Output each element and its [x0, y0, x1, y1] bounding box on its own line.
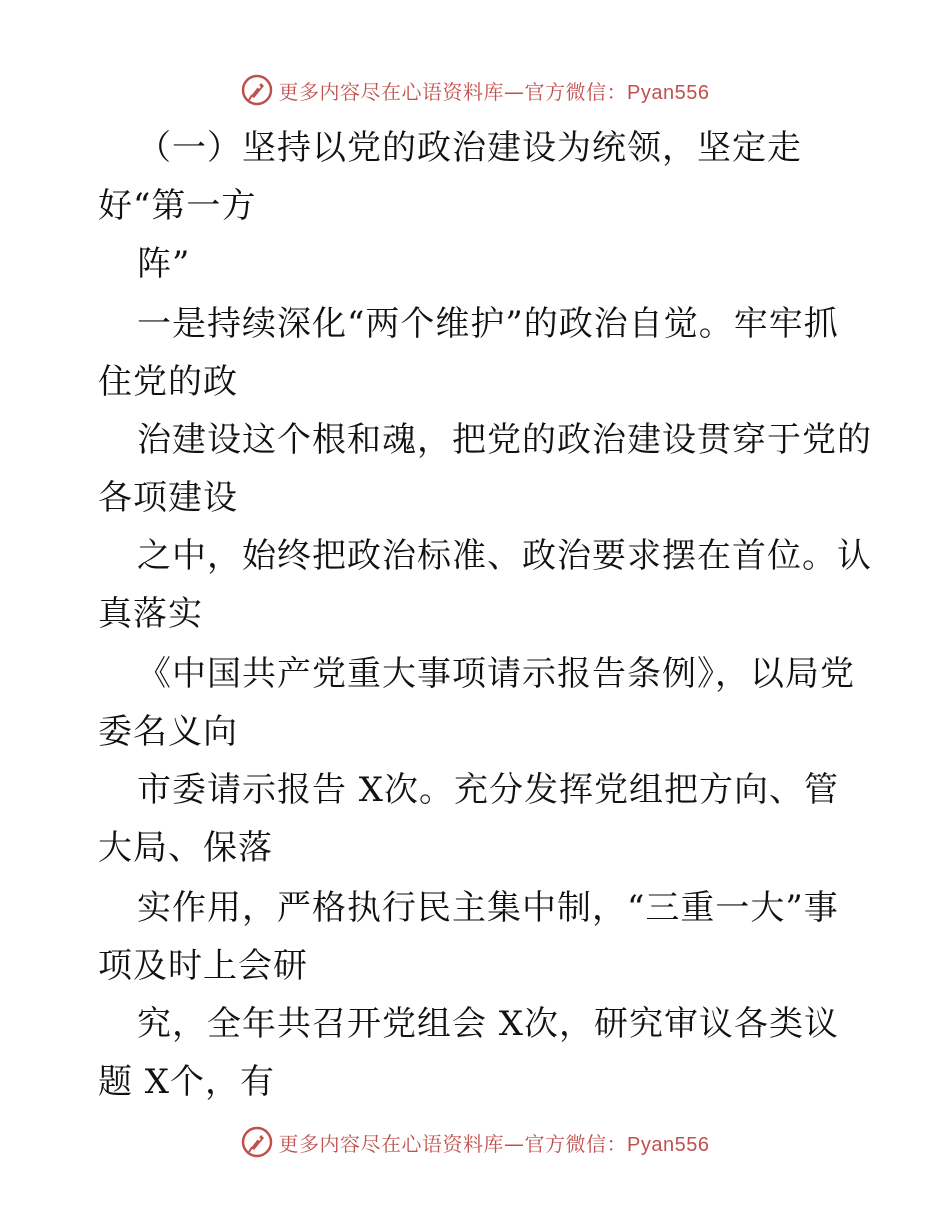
body-line: 题 X个，有	[98, 1062, 276, 1102]
body-line: 究，全年共召开党组会 X次，研究审议各类议	[137, 1004, 840, 1044]
body-line: 治建设这个根和魂，把党的政治建设贯穿于党的	[137, 420, 872, 460]
body-line: 一是持续深化“两个维护”的政治自觉。牢牢抓	[137, 304, 839, 344]
footer-watermark	[0, 1122, 950, 1162]
watermark-dash: —	[504, 1131, 525, 1156]
body-line: 各项建设	[98, 478, 238, 518]
body-line: 大局、保落	[98, 828, 273, 868]
body-line: 住党的政	[98, 362, 238, 402]
watermark-site-text: 更多内容尽在心语资料库	[278, 1131, 505, 1156]
watermark-dash: —	[504, 79, 525, 104]
body-line: 阵”	[137, 244, 191, 284]
watermark-wechat-label: 官方微信：	[524, 1131, 628, 1156]
watermark-wechat-id: Pyan556	[627, 81, 710, 104]
watermark-wechat-id: Pyan556	[627, 1133, 710, 1156]
body-line: 项及时上会研	[98, 946, 308, 986]
body-line: 委名义向	[98, 712, 238, 752]
body-line: 市委请示报告 X次。充分发挥党组把方向、管	[137, 770, 840, 810]
body-line: 好“第一方	[98, 186, 257, 226]
body-line: （一）坚持以党的政治建设为统领，坚定走	[137, 128, 802, 168]
pen-nib-seal-icon	[241, 1126, 273, 1158]
watermark-group	[241, 1126, 710, 1158]
body-line: 实作用，严格执行民主集中制，“三重一大”事	[137, 888, 839, 928]
watermark-text	[279, 1128, 710, 1157]
watermark-wechat-label: 官方微信：	[524, 79, 628, 104]
watermark-site-text: 更多内容尽在心语资料库	[278, 79, 505, 104]
body-line: 《中国共产党重大事项请示报告条例》，以局党	[137, 654, 855, 694]
body-line: 之中，始终把政治标准、政治要求摆在首位。认	[137, 536, 872, 576]
body-line: 真落实	[98, 594, 203, 634]
